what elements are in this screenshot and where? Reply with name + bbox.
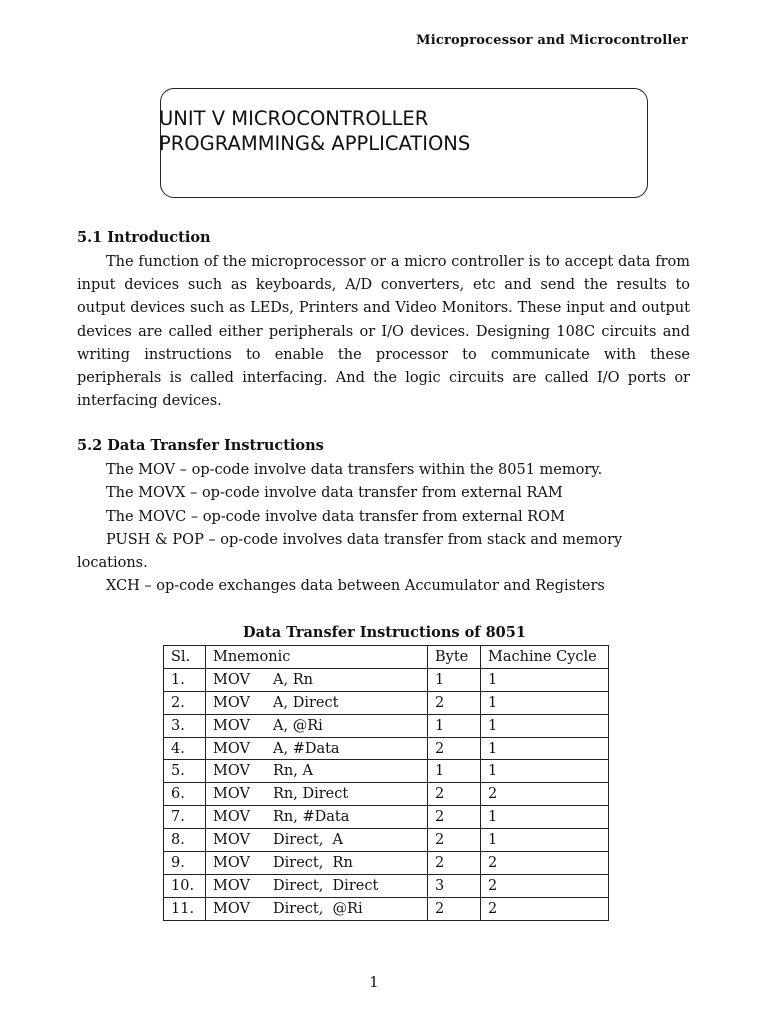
table-row (164, 737, 609, 760)
table-row (164, 874, 609, 897)
table-row (164, 668, 609, 691)
cell-opcode: MOV (213, 763, 250, 780)
cell-operands: A, Direct (273, 694, 339, 711)
cell-machine-cycle: 2 (481, 852, 609, 875)
page-number: 1 (369, 975, 379, 991)
cell-mnemonic (206, 760, 428, 783)
cell-operands: Rn, A (273, 763, 313, 780)
table-header-row (164, 646, 609, 669)
header-cell-byte: Byte (428, 646, 481, 669)
description-line: locations. (77, 555, 148, 572)
cell-byte: 2 (428, 829, 481, 852)
cell-operands: A, #Data (273, 740, 340, 757)
cell-sl: 10. (164, 874, 206, 897)
cell-byte: 2 (428, 806, 481, 829)
cell-byte: 2 (428, 852, 481, 875)
table-row (164, 783, 609, 806)
cell-machine-cycle: 1 (481, 829, 609, 852)
cell-sl: 7. (164, 806, 206, 829)
cell-sl: 1. (164, 668, 206, 691)
cell-opcode: MOV (213, 786, 250, 803)
cell-machine-cycle: 1 (481, 760, 609, 783)
introduction-paragraph (77, 251, 690, 413)
cell-byte: 2 (428, 783, 481, 806)
unit-title-line-2: PROGRAMMING& APPLICATIONS (159, 132, 471, 155)
cell-machine-cycle: 1 (481, 714, 609, 737)
running-header: Microprocessor and Microcontroller (416, 33, 688, 48)
cell-byte: 2 (428, 691, 481, 714)
cell-mnemonic (206, 668, 428, 691)
table-row (164, 806, 609, 829)
description-line: XCH – op-code exchanges data between Accumulator and Registers (106, 578, 605, 595)
cell-mnemonic (206, 874, 428, 897)
table-row (164, 829, 609, 852)
description-line: PUSH & POP – op-code involves data transfer from stack and memory (106, 531, 623, 548)
cell-sl: 6. (164, 783, 206, 806)
header-cell-sl: Sl. (164, 646, 206, 669)
cell-opcode: MOV (213, 877, 250, 894)
cell-opcode: MOV (213, 740, 250, 757)
cell-mnemonic (206, 714, 428, 737)
cell-operands: Rn, Direct (273, 786, 349, 803)
cell-sl: 3. (164, 714, 206, 737)
cell-opcode: MOV (213, 832, 250, 849)
section-heading-introduction: 5.1 Introduction (77, 229, 211, 246)
cell-machine-cycle: 2 (481, 783, 609, 806)
cell-mnemonic (206, 806, 428, 829)
section-heading-data-transfer: 5.2 Data Transfer Instructions (77, 437, 324, 454)
cell-opcode: MOV (213, 717, 250, 734)
cell-machine-cycle: 1 (481, 668, 609, 691)
cell-sl: 11. (164, 897, 206, 920)
cell-sl: 9. (164, 852, 206, 875)
table-row (164, 760, 609, 783)
unit-title-line-1: UNIT V MICROCONTROLLER (159, 107, 429, 130)
table-row (164, 691, 609, 714)
cell-operands: A, Rn (273, 671, 313, 688)
cell-operands: Direct, Rn (273, 854, 353, 871)
description-line: The MOVC – op-code involve data transfer from external ROM (106, 508, 565, 525)
header-cell-mnemonic: Mnemonic (206, 646, 428, 669)
cell-opcode: MOV (213, 900, 250, 917)
table-row (164, 897, 609, 920)
cell-mnemonic (206, 897, 428, 920)
cell-byte: 3 (428, 874, 481, 897)
cell-mnemonic (206, 783, 428, 806)
cell-machine-cycle: 1 (481, 806, 609, 829)
data-transfer-table (163, 645, 609, 921)
cell-mnemonic (206, 691, 428, 714)
cell-byte: 2 (428, 737, 481, 760)
table-body (164, 668, 609, 920)
cell-opcode: MOV (213, 671, 250, 688)
cell-byte: 2 (428, 897, 481, 920)
cell-machine-cycle: 1 (481, 691, 609, 714)
cell-opcode: MOV (213, 694, 250, 711)
table-title: Data Transfer Instructions of 8051 (243, 624, 526, 641)
cell-sl: 2. (164, 691, 206, 714)
cell-byte: 1 (428, 714, 481, 737)
cell-operands: Direct, @Ri (273, 900, 363, 917)
cell-operands: Direct, A (273, 832, 344, 849)
description-line: The MOV – op-code involve data transfers within the 8051 memory. (106, 462, 603, 478)
introduction-text: The function of the microprocessor or a micro controller is to accept data from input devices such as keyboards, A/D converters, etc and send the results to output devices such as LEDs, Printers and Video Monitors. These input and output devices are called either peripherals or I/O devices. Designing 108C circuits and writing instructions to enable the processor to communicate with these peripherals is called interfacing. And the logic circuits are called I/O ports or interfacing devices. (77, 254, 690, 410)
cell-mnemonic (206, 829, 428, 852)
cell-operands: Rn, #Data (273, 809, 350, 826)
unit-title (159, 106, 470, 156)
table-row (164, 714, 609, 737)
cell-machine-cycle: 2 (481, 897, 609, 920)
cell-byte: 1 (428, 668, 481, 691)
table-row (164, 852, 609, 875)
cell-operands: Direct, Direct (273, 877, 379, 894)
cell-machine-cycle: 1 (481, 737, 609, 760)
description-line: The MOVX – op-code involve data transfer from external RAM (106, 485, 563, 502)
cell-sl: 5. (164, 760, 206, 783)
data-transfer-description (77, 459, 690, 599)
cell-sl: 4. (164, 737, 206, 760)
cell-sl: 8. (164, 829, 206, 852)
cell-opcode: MOV (213, 809, 250, 826)
cell-byte: 1 (428, 760, 481, 783)
cell-mnemonic (206, 852, 428, 875)
cell-opcode: MOV (213, 854, 250, 871)
header-cell-machine-cycle: Machine Cycle (481, 646, 609, 669)
cell-machine-cycle: 2 (481, 874, 609, 897)
cell-mnemonic (206, 737, 428, 760)
cell-operands: A, @Ri (273, 717, 323, 734)
